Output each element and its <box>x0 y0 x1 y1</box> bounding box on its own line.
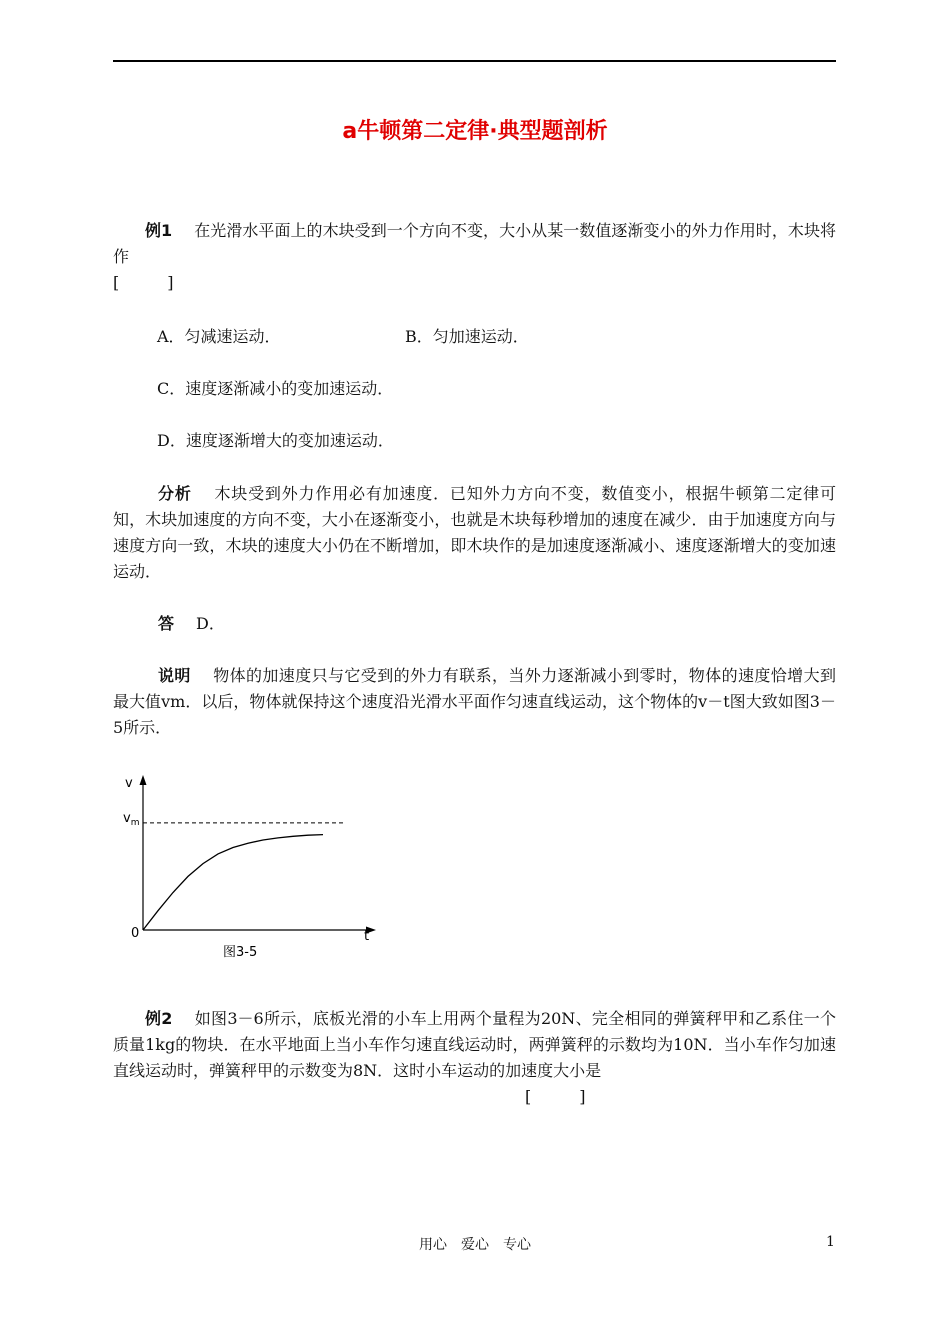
example-1-text: 在光滑水平面上的木块受到一个方向不变，大小从某一数值逐渐变小的外力作用时，木块将作 <box>113 221 836 266</box>
y-axis-label: v <box>125 776 133 791</box>
explanation <box>113 663 836 741</box>
option-c: C．速度逐渐减小的变加速运动． <box>157 379 394 398</box>
example-2-bracket: [ ] <box>525 1087 586 1106</box>
example-1-bracket: [ ] <box>113 273 174 292</box>
page-number: 1 <box>826 1234 835 1250</box>
option-a: A．匀减速运动． <box>157 327 281 346</box>
velocity-curve <box>143 835 323 930</box>
example-2-text: 如图3－6所示，底板光滑的小车上用两个量程为20N、完全相同的弹簧秤甲和乙系住一个质量1kg的物块．在水平地面上当小车作匀速直线运动时，两弹簧秤的示数均为10N．当小车作匀加速直线运动时，弹簧秤甲的示数变为8N．这时小车运动的加速度大小是 <box>113 1009 836 1080</box>
vm-label-main: v <box>123 811 131 826</box>
analysis-text: 木块受到外力作用必有加速度．已知外力方向不变，数值变小，根据牛顿第二定律可知，木块加速度的方向不变，大小在逐渐变小，也就是木块每秒增加的速度在减少．由于加速度方向与速度方向一致，木块的速度大小仍在不断增加，即木块作的是加速度逐渐减小、速度逐渐增大的变加速运动． <box>113 484 836 581</box>
vm-label-sub: m <box>130 818 140 828</box>
explanation-text: 物体的加速度只与它受到的外力有联系，当外力逐渐减小到零时，物体的速度恰增大到最大值vm．以后，物体就保持这个速度沿光滑水平面作匀速直线运动，这个物体的v－t图大致如图3－5所示． <box>113 666 836 737</box>
analysis <box>113 481 836 585</box>
answer-label: 答 <box>158 614 175 633</box>
example-2-label: 例2 <box>145 1009 173 1028</box>
vm-label <box>123 811 139 828</box>
explanation-label: 说明 <box>158 666 191 685</box>
page-title: a牛顿第二定律·典型题剖析 <box>342 119 608 144</box>
figure-caption: 图3-5 <box>223 945 258 960</box>
option-b: B．匀加速运动． <box>405 327 529 346</box>
x-axis-label: t <box>364 929 370 944</box>
example-1 <box>113 218 836 270</box>
origin-label: 0 <box>131 926 140 941</box>
header-rule <box>113 60 836 62</box>
y-axis-arrow <box>140 775 147 785</box>
answer <box>158 611 225 637</box>
example-2 <box>113 1006 836 1084</box>
example-1-label: 例1 <box>145 221 173 240</box>
footer-slogan: 用心 爱心 专心 <box>419 1237 531 1253</box>
answer-text: D． <box>196 614 225 633</box>
analysis-label: 分析 <box>158 484 192 503</box>
option-d: D．速度逐渐增大的变加速运动． <box>157 431 394 450</box>
vt-graph <box>113 770 393 970</box>
